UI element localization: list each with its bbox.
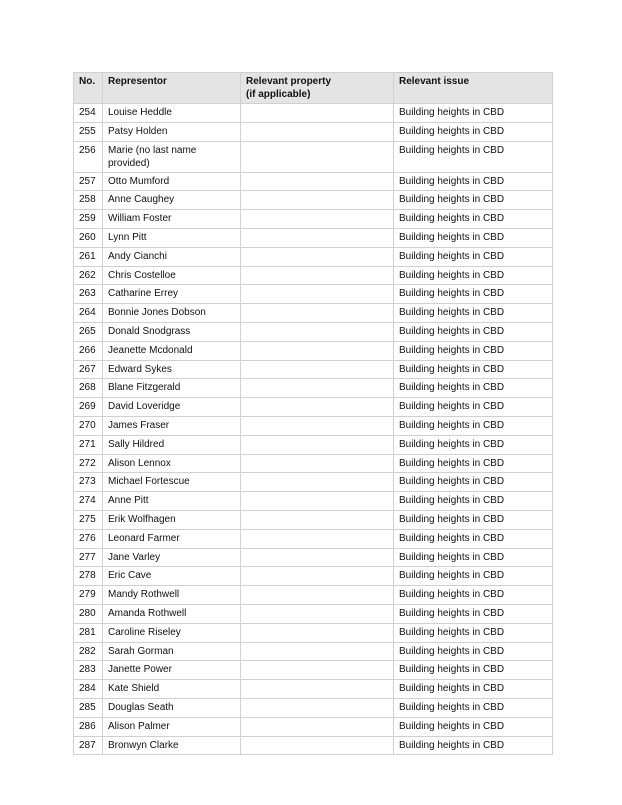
table-row — [74, 210, 553, 229]
cell-representor: Chris Costelloe — [103, 266, 241, 285]
cell-issue: Building heights in CBD — [394, 642, 553, 661]
cell-issue: Building heights in CBD — [394, 604, 553, 623]
header-property-line2: (if applicable) — [246, 89, 311, 100]
cell-property — [241, 398, 394, 417]
cell-property — [241, 604, 394, 623]
table-row — [74, 548, 553, 567]
cell-issue: Building heights in CBD — [394, 141, 553, 172]
cell-representor: Donald Snodgrass — [103, 322, 241, 341]
cell-representor: Michael Fortescue — [103, 473, 241, 492]
table-row — [74, 510, 553, 529]
table-row — [74, 341, 553, 360]
cell-issue: Building heights in CBD — [394, 398, 553, 417]
cell-issue: Building heights in CBD — [394, 529, 553, 548]
cell-no: 270 — [74, 416, 103, 435]
cell-representor: David Loveridge — [103, 398, 241, 417]
table-row — [74, 567, 553, 586]
cell-representor: Alison Palmer — [103, 717, 241, 736]
table-row — [74, 623, 553, 642]
cell-representor: Andy Cianchi — [103, 247, 241, 266]
cell-representor: Anne Pitt — [103, 492, 241, 511]
cell-representor: Catharine Errey — [103, 285, 241, 304]
table-body — [74, 104, 553, 755]
cell-property — [241, 285, 394, 304]
table-row — [74, 172, 553, 191]
cell-property — [241, 360, 394, 379]
cell-representor: Anne Caughey — [103, 191, 241, 210]
cell-property — [241, 247, 394, 266]
cell-issue: Building heights in CBD — [394, 454, 553, 473]
cell-no: 267 — [74, 360, 103, 379]
cell-property — [241, 322, 394, 341]
cell-no: 257 — [74, 172, 103, 191]
cell-representor: Erik Wolfhagen — [103, 510, 241, 529]
cell-issue: Building heights in CBD — [394, 266, 553, 285]
header-property-line1: Relevant property — [246, 76, 332, 87]
table-row — [74, 717, 553, 736]
cell-issue: Building heights in CBD — [394, 360, 553, 379]
table-row — [74, 191, 553, 210]
cell-no: 258 — [74, 191, 103, 210]
cell-issue: Building heights in CBD — [394, 322, 553, 341]
cell-representor: William Foster — [103, 210, 241, 229]
table-row — [74, 529, 553, 548]
cell-property — [241, 529, 394, 548]
cell-issue: Building heights in CBD — [394, 228, 553, 247]
cell-no: 266 — [74, 341, 103, 360]
table-row — [74, 104, 553, 123]
cell-issue: Building heights in CBD — [394, 736, 553, 755]
cell-issue: Building heights in CBD — [394, 623, 553, 642]
cell-property — [241, 548, 394, 567]
cell-representor: Caroline Riseley — [103, 623, 241, 642]
cell-no: 274 — [74, 492, 103, 511]
cell-issue: Building heights in CBD — [394, 379, 553, 398]
cell-issue: Building heights in CBD — [394, 191, 553, 210]
table-row — [74, 416, 553, 435]
cell-property — [241, 454, 394, 473]
cell-representor: Leonard Farmer — [103, 529, 241, 548]
representors-table — [73, 72, 553, 755]
cell-property — [241, 567, 394, 586]
cell-representor: Jeanette Mcdonald — [103, 341, 241, 360]
cell-representor: Kate Shield — [103, 680, 241, 699]
cell-property — [241, 510, 394, 529]
cell-property — [241, 416, 394, 435]
cell-no: 262 — [74, 266, 103, 285]
table-row — [74, 398, 553, 417]
cell-representor: Bonnie Jones Dobson — [103, 304, 241, 323]
cell-issue: Building heights in CBD — [394, 680, 553, 699]
cell-issue: Building heights in CBD — [394, 247, 553, 266]
cell-issue: Building heights in CBD — [394, 567, 553, 586]
cell-no: 284 — [74, 680, 103, 699]
cell-no: 285 — [74, 698, 103, 717]
cell-representor: Jane Varley — [103, 548, 241, 567]
cell-representor: Blane Fitzgerald — [103, 379, 241, 398]
cell-property — [241, 717, 394, 736]
cell-representor: Mandy Rothwell — [103, 586, 241, 605]
cell-no: 268 — [74, 379, 103, 398]
table-row — [74, 304, 553, 323]
table-row — [74, 642, 553, 661]
cell-no: 255 — [74, 122, 103, 141]
cell-property — [241, 379, 394, 398]
table-row — [74, 736, 553, 755]
cell-no: 264 — [74, 304, 103, 323]
table-row — [74, 661, 553, 680]
table-row — [74, 228, 553, 247]
cell-property — [241, 680, 394, 699]
cell-no: 279 — [74, 586, 103, 605]
cell-no: 276 — [74, 529, 103, 548]
cell-issue: Building heights in CBD — [394, 510, 553, 529]
cell-representor: James Fraser — [103, 416, 241, 435]
cell-representor: Sarah Gorman — [103, 642, 241, 661]
cell-property — [241, 266, 394, 285]
cell-issue: Building heights in CBD — [394, 473, 553, 492]
cell-representor: Eric Cave — [103, 567, 241, 586]
table-row — [74, 473, 553, 492]
cell-representor: Janette Power — [103, 661, 241, 680]
table-row — [74, 454, 553, 473]
cell-no: 283 — [74, 661, 103, 680]
cell-representor: Douglas Seath — [103, 698, 241, 717]
cell-property — [241, 172, 394, 191]
cell-representor: Sally Hildred — [103, 435, 241, 454]
cell-issue: Building heights in CBD — [394, 435, 553, 454]
cell-representor: Marie (no last name provided) — [103, 141, 241, 172]
header-no: No. — [74, 73, 103, 104]
cell-issue: Building heights in CBD — [394, 285, 553, 304]
cell-representor: Louise Heddle — [103, 104, 241, 123]
cell-no: 286 — [74, 717, 103, 736]
cell-issue: Building heights in CBD — [394, 122, 553, 141]
cell-no: 271 — [74, 435, 103, 454]
cell-representor: Otto Mumford — [103, 172, 241, 191]
cell-issue: Building heights in CBD — [394, 172, 553, 191]
cell-no: 278 — [74, 567, 103, 586]
cell-issue: Building heights in CBD — [394, 492, 553, 511]
header-relevant-issue: Relevant issue — [394, 73, 553, 104]
cell-property — [241, 435, 394, 454]
cell-representor: Alison Lennox — [103, 454, 241, 473]
cell-representor: Edward Sykes — [103, 360, 241, 379]
table-row — [74, 285, 553, 304]
cell-issue: Building heights in CBD — [394, 698, 553, 717]
cell-no: 259 — [74, 210, 103, 229]
table-header-row — [74, 73, 553, 104]
table-row — [74, 141, 553, 172]
table-row — [74, 492, 553, 511]
cell-property — [241, 104, 394, 123]
cell-property — [241, 191, 394, 210]
cell-no: 260 — [74, 228, 103, 247]
cell-no: 281 — [74, 623, 103, 642]
table-row — [74, 604, 553, 623]
cell-property — [241, 228, 394, 247]
cell-no: 280 — [74, 604, 103, 623]
cell-property — [241, 122, 394, 141]
cell-property — [241, 341, 394, 360]
cell-issue: Building heights in CBD — [394, 341, 553, 360]
header-relevant-property — [241, 73, 394, 104]
cell-issue: Building heights in CBD — [394, 210, 553, 229]
cell-representor: Patsy Holden — [103, 122, 241, 141]
cell-representor: Bronwyn Clarke — [103, 736, 241, 755]
cell-property — [241, 210, 394, 229]
cell-issue: Building heights in CBD — [394, 586, 553, 605]
cell-no: 275 — [74, 510, 103, 529]
cell-property — [241, 586, 394, 605]
cell-no: 287 — [74, 736, 103, 755]
cell-no: 272 — [74, 454, 103, 473]
cell-property — [241, 698, 394, 717]
table-row — [74, 586, 553, 605]
cell-no: 277 — [74, 548, 103, 567]
cell-property — [241, 736, 394, 755]
cell-property — [241, 473, 394, 492]
table-row — [74, 247, 553, 266]
cell-property — [241, 642, 394, 661]
cell-property — [241, 661, 394, 680]
cell-no: 261 — [74, 247, 103, 266]
cell-no: 269 — [74, 398, 103, 417]
cell-property — [241, 492, 394, 511]
cell-no: 256 — [74, 141, 103, 172]
cell-issue: Building heights in CBD — [394, 661, 553, 680]
table-row — [74, 360, 553, 379]
cell-property — [241, 304, 394, 323]
cell-issue: Building heights in CBD — [394, 304, 553, 323]
header-representor: Representor — [103, 73, 241, 104]
table-row — [74, 680, 553, 699]
cell-issue: Building heights in CBD — [394, 416, 553, 435]
cell-no: 282 — [74, 642, 103, 661]
table-row — [74, 435, 553, 454]
cell-no: 263 — [74, 285, 103, 304]
cell-issue: Building heights in CBD — [394, 104, 553, 123]
table-row — [74, 379, 553, 398]
cell-representor: Lynn Pitt — [103, 228, 241, 247]
cell-issue: Building heights in CBD — [394, 717, 553, 736]
cell-property — [241, 141, 394, 172]
cell-no: 265 — [74, 322, 103, 341]
cell-no: 273 — [74, 473, 103, 492]
cell-no: 254 — [74, 104, 103, 123]
table-row — [74, 266, 553, 285]
cell-property — [241, 623, 394, 642]
table-row — [74, 322, 553, 341]
table-row — [74, 698, 553, 717]
table-row — [74, 122, 553, 141]
cell-issue: Building heights in CBD — [394, 548, 553, 567]
cell-representor: Amanda Rothwell — [103, 604, 241, 623]
